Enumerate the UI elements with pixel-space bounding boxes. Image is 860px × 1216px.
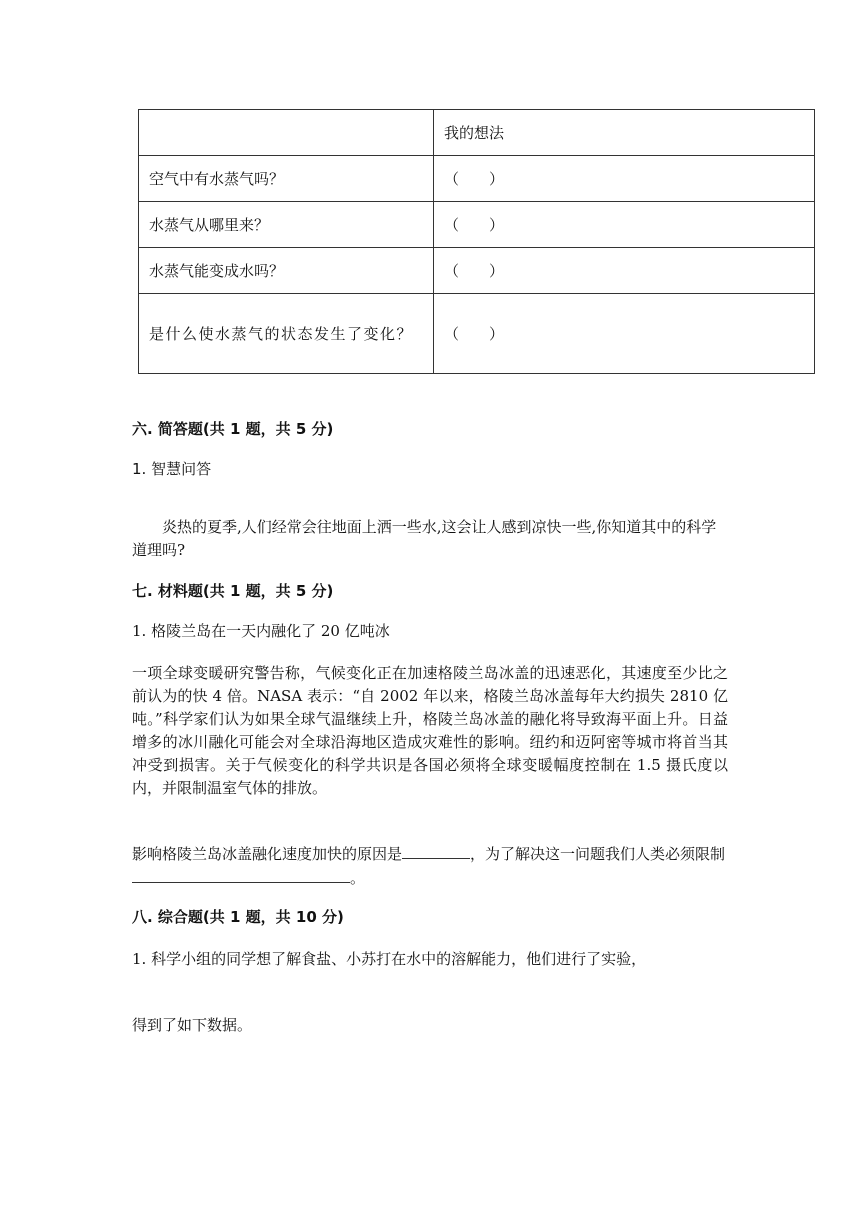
section-6-question-body: 炎热的夏季,人们经常会往地面上洒一些水,这会让人感到凉快一些,你知道其中的科学道理吗? [132,518,717,559]
section-8-question-line1: 1. 科学小组的同学想了解食盐、小苏打在水中的溶解能力，他们进行了实验， [132,950,647,968]
answer-blank[interactable]: （ ） [434,294,815,374]
fill-text-part3: 。 [350,869,366,887]
section-7-passage: 一项全球变暖研究警告称，气候变化正在加速格陵兰岛冰盖的迅速恶化，其速度至少比之前认为的快 4 倍。NASA 表示：“自 2002 年以来，格陵兰岛冰盖每年大约损失 2810 亿吨。”科学家们认为如果全球气温继续上升，格陵兰岛冰盖的融化将导致海平面上升。日益增多的冰川融化可能会对全球沿海地区造成灾难性的影响。纽约和迈阿密等城市将首当其冲受到损害。关于气候变化的科学共识是各国必须将全球变暖幅度控制在 1.5 摄氏度以内，并限制温室气体的排放。 [132,664,728,797]
table-header-row [139,110,815,156]
section-6-question-title: 1. 智慧问答 [132,460,212,478]
thinking-table [138,109,815,374]
table-header-blank [139,110,434,156]
fill-blank-limit[interactable] [132,866,350,883]
table-question: 空气中有水蒸气吗？ [139,156,434,202]
fill-text-part1: 影响格陵兰岛冰盖融化速度加快的原因是 [132,845,403,863]
table-row [139,248,815,294]
section-8-question-line2: 得到了如下数据。 [132,1016,253,1034]
section-7-title: 七. 材料题(共 1 题，共 5 分) [132,582,334,600]
answer-blank[interactable]: （ ） [434,156,815,202]
section-6-title: 六. 简答题(共 1 题，共 5 分) [132,420,334,438]
table-row [139,294,815,374]
answer-blank[interactable]: （ ） [434,202,815,248]
table-row [139,156,815,202]
fill-blank-reason[interactable] [402,842,470,859]
section-7-question-title: 1. 格陵兰岛在一天内融化了 20 亿吨冰 [132,622,390,640]
table-question: 水蒸气能变成水吗？ [139,248,434,294]
table-question: 水蒸气从哪里来？ [139,202,434,248]
section-7-fill-question [132,842,728,890]
table-question: 是什么使水蒸气的状态发生了变化？ [139,294,434,374]
table-row [139,202,815,248]
table-header-my-idea: 我的想法 [434,110,815,156]
fill-text-part2: ，为了解决这一问题我们人类必须限制 [470,845,726,863]
section-8-title: 八. 综合题(共 1 题，共 10 分) [132,908,344,926]
answer-blank[interactable]: （ ） [434,248,815,294]
